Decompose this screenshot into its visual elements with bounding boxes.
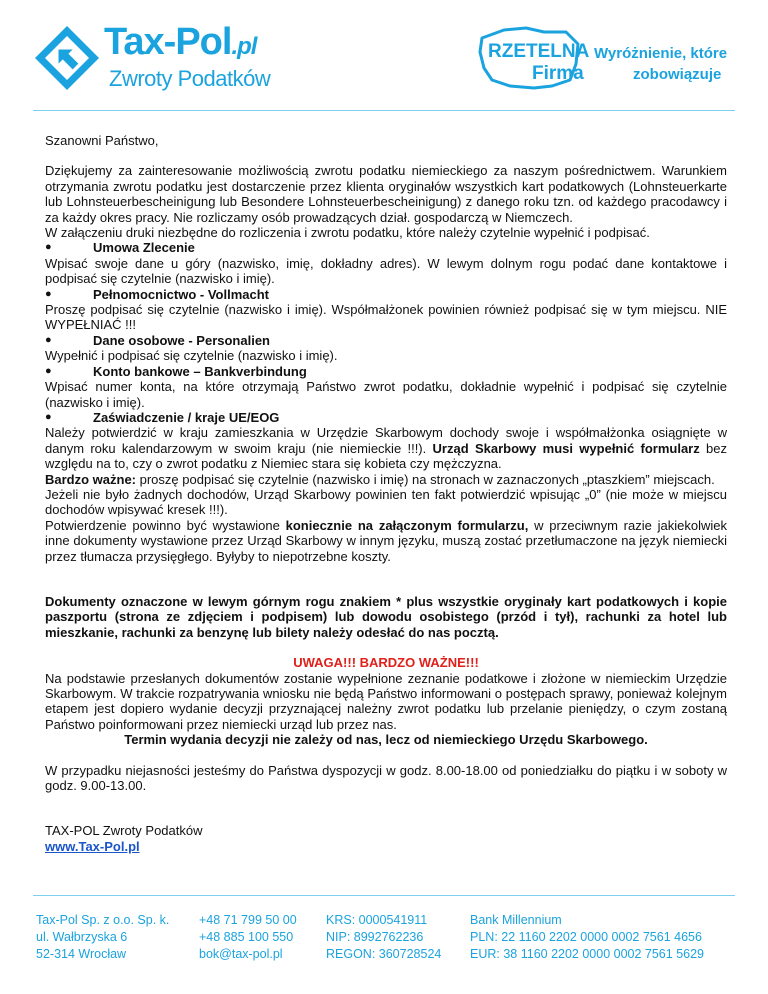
footer-divider — [33, 895, 735, 896]
footer-bank-eur: EUR: 38 1160 2202 0000 0002 7561 5629 — [470, 947, 704, 961]
certificate-paragraph: Należy potwierdzić w kraju zamieszkania w Urzędzie Skarbowym dochody swoje i współmałżonka osiągnięte w danym roku kalendarzowym w swoim kraju (nie niemieckie !!!). Urząd Skarbowy musi wypełnić formularz bez względu na to, czy o zwrot podatku z Niemiec stara się kobieta czy mężczyzna. — [45, 425, 727, 472]
brand-subtitle: Zwroty Podatków — [109, 66, 271, 91]
website-line — [45, 839, 727, 854]
website-link[interactable]: www.Tax-Pol.pl — [45, 838, 140, 854]
letterhead — [0, 0, 768, 110]
footer-company — [36, 912, 169, 963]
bullet-icon: ● — [45, 410, 52, 423]
list-item — [45, 240, 727, 255]
award-tagline-2: zobowiązuje — [633, 66, 722, 83]
footer-phone-2[interactable]: +48 885 100 550 — [199, 930, 294, 944]
footer-phone-1[interactable]: +48 71 799 50 00 — [199, 913, 297, 927]
documents-notice: Dokumenty oznaczone w lewym górnym rogu znakiem * plus wszystkie oryginały kart podatkowych i kopie paszportu (strona ze zdjęciem i podpisem) lub dowodu osobistego (przód i tył), rachunki za hotel lub mieszkanie, rachunki za benzynę lub bilety należy odesłać do nas pocztą. — [45, 593, 727, 640]
warning-title: UWAGA!!! BARDZO WAŻNE!!! — [293, 655, 479, 671]
footer-registry — [326, 912, 441, 963]
list-item-title: Pełnomocnictwo - Vollmacht — [93, 286, 270, 302]
list-item-text: Wpisać numer konta, na które otrzymają Państwo zwrot podatku, dokładnie wypełnić i podpisać się czytelnie (nazwisko i imię). — [45, 379, 727, 410]
brand-tld: .pl — [231, 33, 257, 60]
bullet-icon: ● — [45, 241, 52, 254]
footer-city: 52-314 Wrocław — [36, 947, 127, 961]
letter-body — [45, 133, 727, 854]
list-item — [45, 333, 727, 348]
footer-street: ul. Wałbrzyska 6 — [36, 930, 128, 944]
contact-hours: W przypadku niejasności jesteśmy do Państwa dyspozycji w godz. 8.00-18.00 od poniedziałku do piątku i w soboty w godz. 9.00-13.00. — [45, 762, 727, 794]
warning-note: Termin wydania decyzji nie zależy od nas, lecz od niemieckiego Urzędu Skarbowego. — [124, 732, 648, 748]
footer-contact — [199, 912, 297, 963]
bullet-icon: ● — [45, 364, 52, 377]
list-item-title: Konto bankowe – Bankverbindung — [93, 363, 307, 379]
list-item-text: Proszę podpisać się czytelnie (nazwisko i imię). Współmałżonek powinien również podpisać się w tym miejscu. NIE WYPEŁNIAĆ !!! — [45, 302, 727, 333]
award-tagline-1: Wyróżnienie, które — [594, 45, 728, 62]
footer-bank — [470, 912, 704, 963]
footer-nip: NIP: 8992762236 — [326, 930, 424, 944]
list-item-text: Wypełnić i podpisać się czytelnie (nazwisko i imię). — [45, 348, 338, 364]
footer-email[interactable]: bok@tax-pol.pl — [199, 947, 283, 961]
list-item-title: Dane osobowe - Personalien — [93, 332, 270, 348]
award-line-1: RZETELNA — [488, 41, 590, 62]
footer-bank-name: Bank Millennium — [470, 913, 562, 927]
no-income-paragraph: Jeżeli nie było żadnych dochodów, Urząd Skarbowy powinien ten fakt potwierdzić wpisując „0” (nie może w miejscu dochodów wpisywać kresek !!!). — [45, 486, 727, 518]
warning-paragraph: Na podstawie przesłanych dokumentów zostanie wypełnione zeznanie podatkowe i złożone w niemieckim Urzędzie Skarbowym. W trakcie rozpatrywania wniosku nie będą Państwo informowani o postępach sprawy, ponieważ kolejnym etapem jest dopiero wydanie decyzji przyznającej należny zwrot podatku lub przelanie pieniędzy, o czym zostaną Państwo poinformowani przez niemiecki urząd lub przez nas. — [45, 670, 727, 732]
footer-regon: REGON: 360728524 — [326, 947, 442, 961]
bullet-icon: ● — [45, 287, 52, 300]
brand-name: Tax-Pol.pl — [104, 21, 257, 63]
important-paragraph: Bardzo ważne: proszę podpisać się czytelnie (nazwisko i imię) na stronach w zaznaczonych „ptaszkiem” miejscach. — [45, 471, 715, 487]
list-item-text: Wpisać swoje dane u góry (nazwisko, imię, dokładny adres). W lewym dolnym rogu podać dane kontaktowe i podpisać się czytelnie (nazwisko i imię). — [45, 255, 727, 287]
list-item — [45, 410, 727, 425]
footer-bank-pln: PLN: 22 1160 2202 0000 0002 7561 4656 — [470, 930, 702, 944]
confirmation-paragraph: Potwierdzenie powinno być wystawione koniecznie na załączonym formularzu, w przeciwnym razie jakiekolwiek inne dokumenty wystawione przez Urząd Skarbowy w innym języku, muszą zostać przetłumaczone na język niemiecki przez tłumacza przysięgłego. Byłyby to niepotrzebne koszty. — [45, 517, 727, 564]
award-line-2: Firma — [532, 63, 584, 84]
footer-krs: KRS: 0000541911 — [326, 913, 428, 927]
footer-company-name: Tax-Pol Sp. z o.o. Sp. k. — [36, 913, 170, 927]
list-item — [45, 364, 727, 379]
attachments-paragraph: W załączeniu druki niezbędne do rozliczenia i zwrotu podatku, które należy czytelnie wypełnić i podpisać. — [45, 225, 650, 241]
header-divider — [33, 110, 735, 111]
list-item-title: Umowa Zlecenie — [93, 240, 195, 256]
signature: TAX-POL Zwroty Podatków — [45, 823, 203, 839]
intro-paragraph: Dziękujemy za zainteresowanie możliwością zwrotu podatku niemieckiego za naszym pośrednictwem. Warunkiem otrzymania zwrotu podatku jest dostarczenie przez klienta oryginałów wszystkich kart podatkowych (Lohnsteuerkarte lub Lohnsteuerbescheinigung lub Besondere Lohnsteuerbescheinigung) z danego roku tzn. od każdego pracodawcy i za każdy okres pracy. Nie rozliczamy osób prowadzących dział. gospodarczą w Niemczech. — [45, 163, 727, 225]
list-item-title: Zaświadczenie / kraje UE/EOG — [93, 409, 280, 425]
list-item — [45, 287, 727, 302]
greeting: Szanowni Państwo, — [45, 133, 159, 148]
bullet-icon: ● — [45, 333, 52, 346]
tax-pol-logo-icon — [33, 24, 101, 92]
